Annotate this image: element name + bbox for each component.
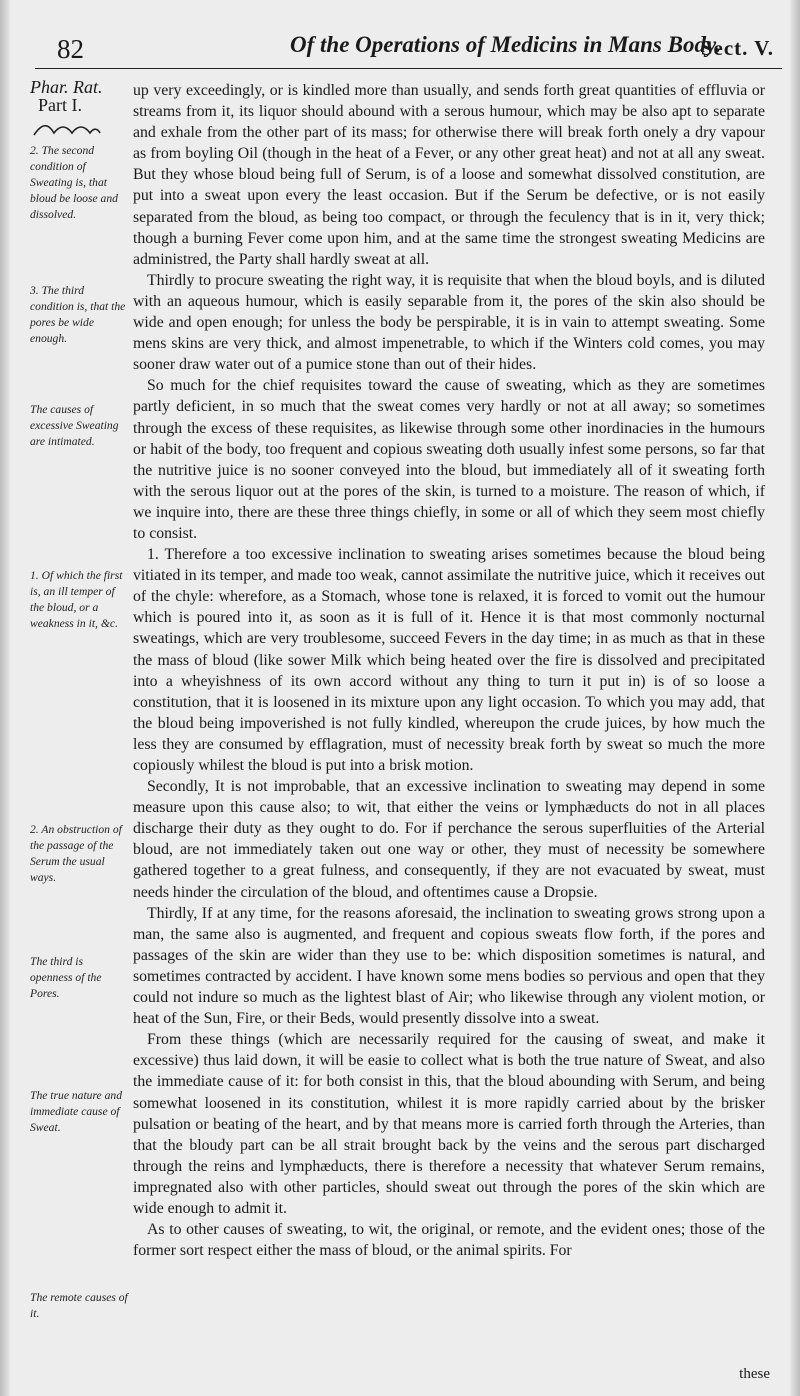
- section-label: Sect. V.: [700, 36, 774, 60]
- paragraph: Secondly, It is not improbable, that an excessive inclination to sweating may depend in some measure upon this cause also; to wit, that either the veins or lymphæducts do not in all places discharge their duty as they ought to do. For if perchance the serous superfluities of the Arterial bloud, are not immediately taken out one way or other, they must of necessity be somewhere gathered together to a great fulness, and consequently, if they are not evacuated by sweat, must needs hinder the circulation of the bloud, and oftentimes cause a Dropsie.: [133, 778, 765, 901]
- marginal-note: The true nature and immediate cause of Sweat.: [30, 1089, 122, 1134]
- marginal-note: 1. Of which the first is, an ill temper of the bloud, or a weakness in it, &c.: [30, 569, 123, 630]
- main-text: [133, 80, 765, 1261]
- paragraph: Thirdly, If at any time, for the reasons aforesaid, the inclination to sweating grows strong upon a man, the same also is augmented, and frequent and copious sweats flow forth, if the pores and passages of the skin are wider than they use to be: which disposition sometimes is natural, and sometimes contracted by accident. I have known some mens bodies so pervious and open that they could not indure so much as the lightest blast of Air; who likewise through any violent motion, or heat of the Sun, Fire, or their Beds, would presently dissolve into a sweat.: [133, 904, 765, 1028]
- paragraph: From these things (which are necessarily required for the causing of sweat, and make it excessive) thus laid down, it will be easie to collect what is both the true nature of Sweat, and also the immediate cause of it: for both consist in this, that the bloud abounding with Serum, and being somewhat loosened in its constitution, whilest it is more rapidly carried about by the brisker pulsation or beating of the heart, and by that means more is carried forth through the Arteries, than that the bloudy part can be all strait brought back by the veins and the serous part discharged through the reins and lymphæducts, there is therefore a necessity that whatever Serum remains, impregnated also with other particles, should sweat out through the pores of the skin which are wide enough to admit it.: [133, 1031, 765, 1217]
- marginal-note: 2. The second condition of Sweating is, that bloud be loose and dissolved.: [30, 144, 118, 221]
- margin-heading-book: Phar. Rat.: [30, 77, 103, 97]
- marginal-note: The causes of excessive Sweating are intimated.: [30, 403, 119, 448]
- marginal-note: 2. An obstruction of the passage of the Serum the usual ways.: [30, 823, 122, 884]
- margin-heading-part: Part I.: [38, 95, 82, 115]
- flourish-ornament-icon: [32, 123, 102, 139]
- catchword: these: [739, 1366, 770, 1382]
- scan-shadow-right: [790, 0, 800, 1396]
- marginal-note: The third is openness of the Pores.: [30, 955, 102, 1000]
- paragraph: up very exceedingly, or is kindled more than usually, and sends forth great quantities of effluvia or streams from it, its liquor should abound with a serous humour, which may be also apt to separate and exhale from the other part of its mass; for otherwise there will break forth onely a dry vapour as from boyling Oil (though in the heat of a Fever, or any other great heat) and not at all any sweat. But they whose bloud being full of Serum, is of a loose and somewhat dissolved constitution, are put into a sweat upon every the least occasion. But if the Serum be defective, or is not easily separated from the bloud, as being too compact, or through the feculency that is in it, very thick; though a burning Fever come upon him, and at the same time the strongest sweating Medicins are administred, the Party shall hardly sweat at all.: [133, 82, 765, 268]
- page-header: [35, 28, 782, 69]
- page-number: 82: [57, 34, 84, 64]
- margin-heading: [30, 78, 130, 114]
- paragraph: 1. Therefore a too excessive inclination to sweating arises sometimes because the bloud being vitiated in its temper, and made too weak, cannot assimilate the nutritive juice, which it receives out of the chyle: wherefore, as a Stomach, whose tone is relaxed, it is forced to vomit out the humour which is poured into it, as soon as it is full of it. Hence it is that most commonly nocturnal sweatings, which are very troublesome, succeed Fevers in the day time; in as much as that in these the mass of bloud (like sower Milk which being heated over the fire is dissolved and precipitated into a wheyishness of its own accord without any thing to turn it put in) is of so loose a constitution, that it is loosened in its mixture upon any light occasion. To which you may add, that the bloud being impoverished is not fully kindled, whereupon the crude juices, by how much the less they are consumed by efflagration, must of necessity break forth by sweat so much the more copiously whilest the bloud is put into a brisk motion.: [133, 546, 765, 774]
- paragraph: So much for the chief requisites toward the cause of sweating, which as they are sometimes partly deficient, in so much that the sweat comes very hardly or not at all away; so sometimes through the excess of these requisites, as likewise through some other inordinacies in the humours or habit of the body, too frequent and copious sweating doth usually infest some persons, so far that the nutritive juice is no sooner conveyed into the bloud, but immediately all of it sweating forth with the serous liquor out at the pores of the skin, is turned to a moisture. The reason of which, if we inquire into, there are these three things chiefly, in some or all of which they seem most chiefly to consist.: [133, 377, 765, 542]
- marginal-note: The remote causes of it.: [30, 1291, 128, 1320]
- paragraph: Thirdly to procure sweating the right way, it is requisite that when the bloud boyls, and is diluted with an aqueous humour, which is easily separable from it, the pores of the skin also should be wide and open enough; for unless the body be perspirable, it is in vain to attempt sweating. Some mens skins are very thick, and almost impenetrable, to which if the Winters cold comes, you may sooner draw water out of a pumice stone than out of their hides.: [133, 271, 765, 374]
- paragraph: As to other causes of sweating, to wit, the original, or remote, and the evident ones; those of the former sort respect either the mass of bloud, or the animal spirits. For: [133, 1221, 765, 1260]
- scan-shadow-left: [0, 0, 10, 1396]
- marginal-note: 3. The third condition is, that the pores be wide enough.: [30, 284, 126, 345]
- running-title: Of the Operations of Medicins in Mans Body.: [290, 32, 722, 57]
